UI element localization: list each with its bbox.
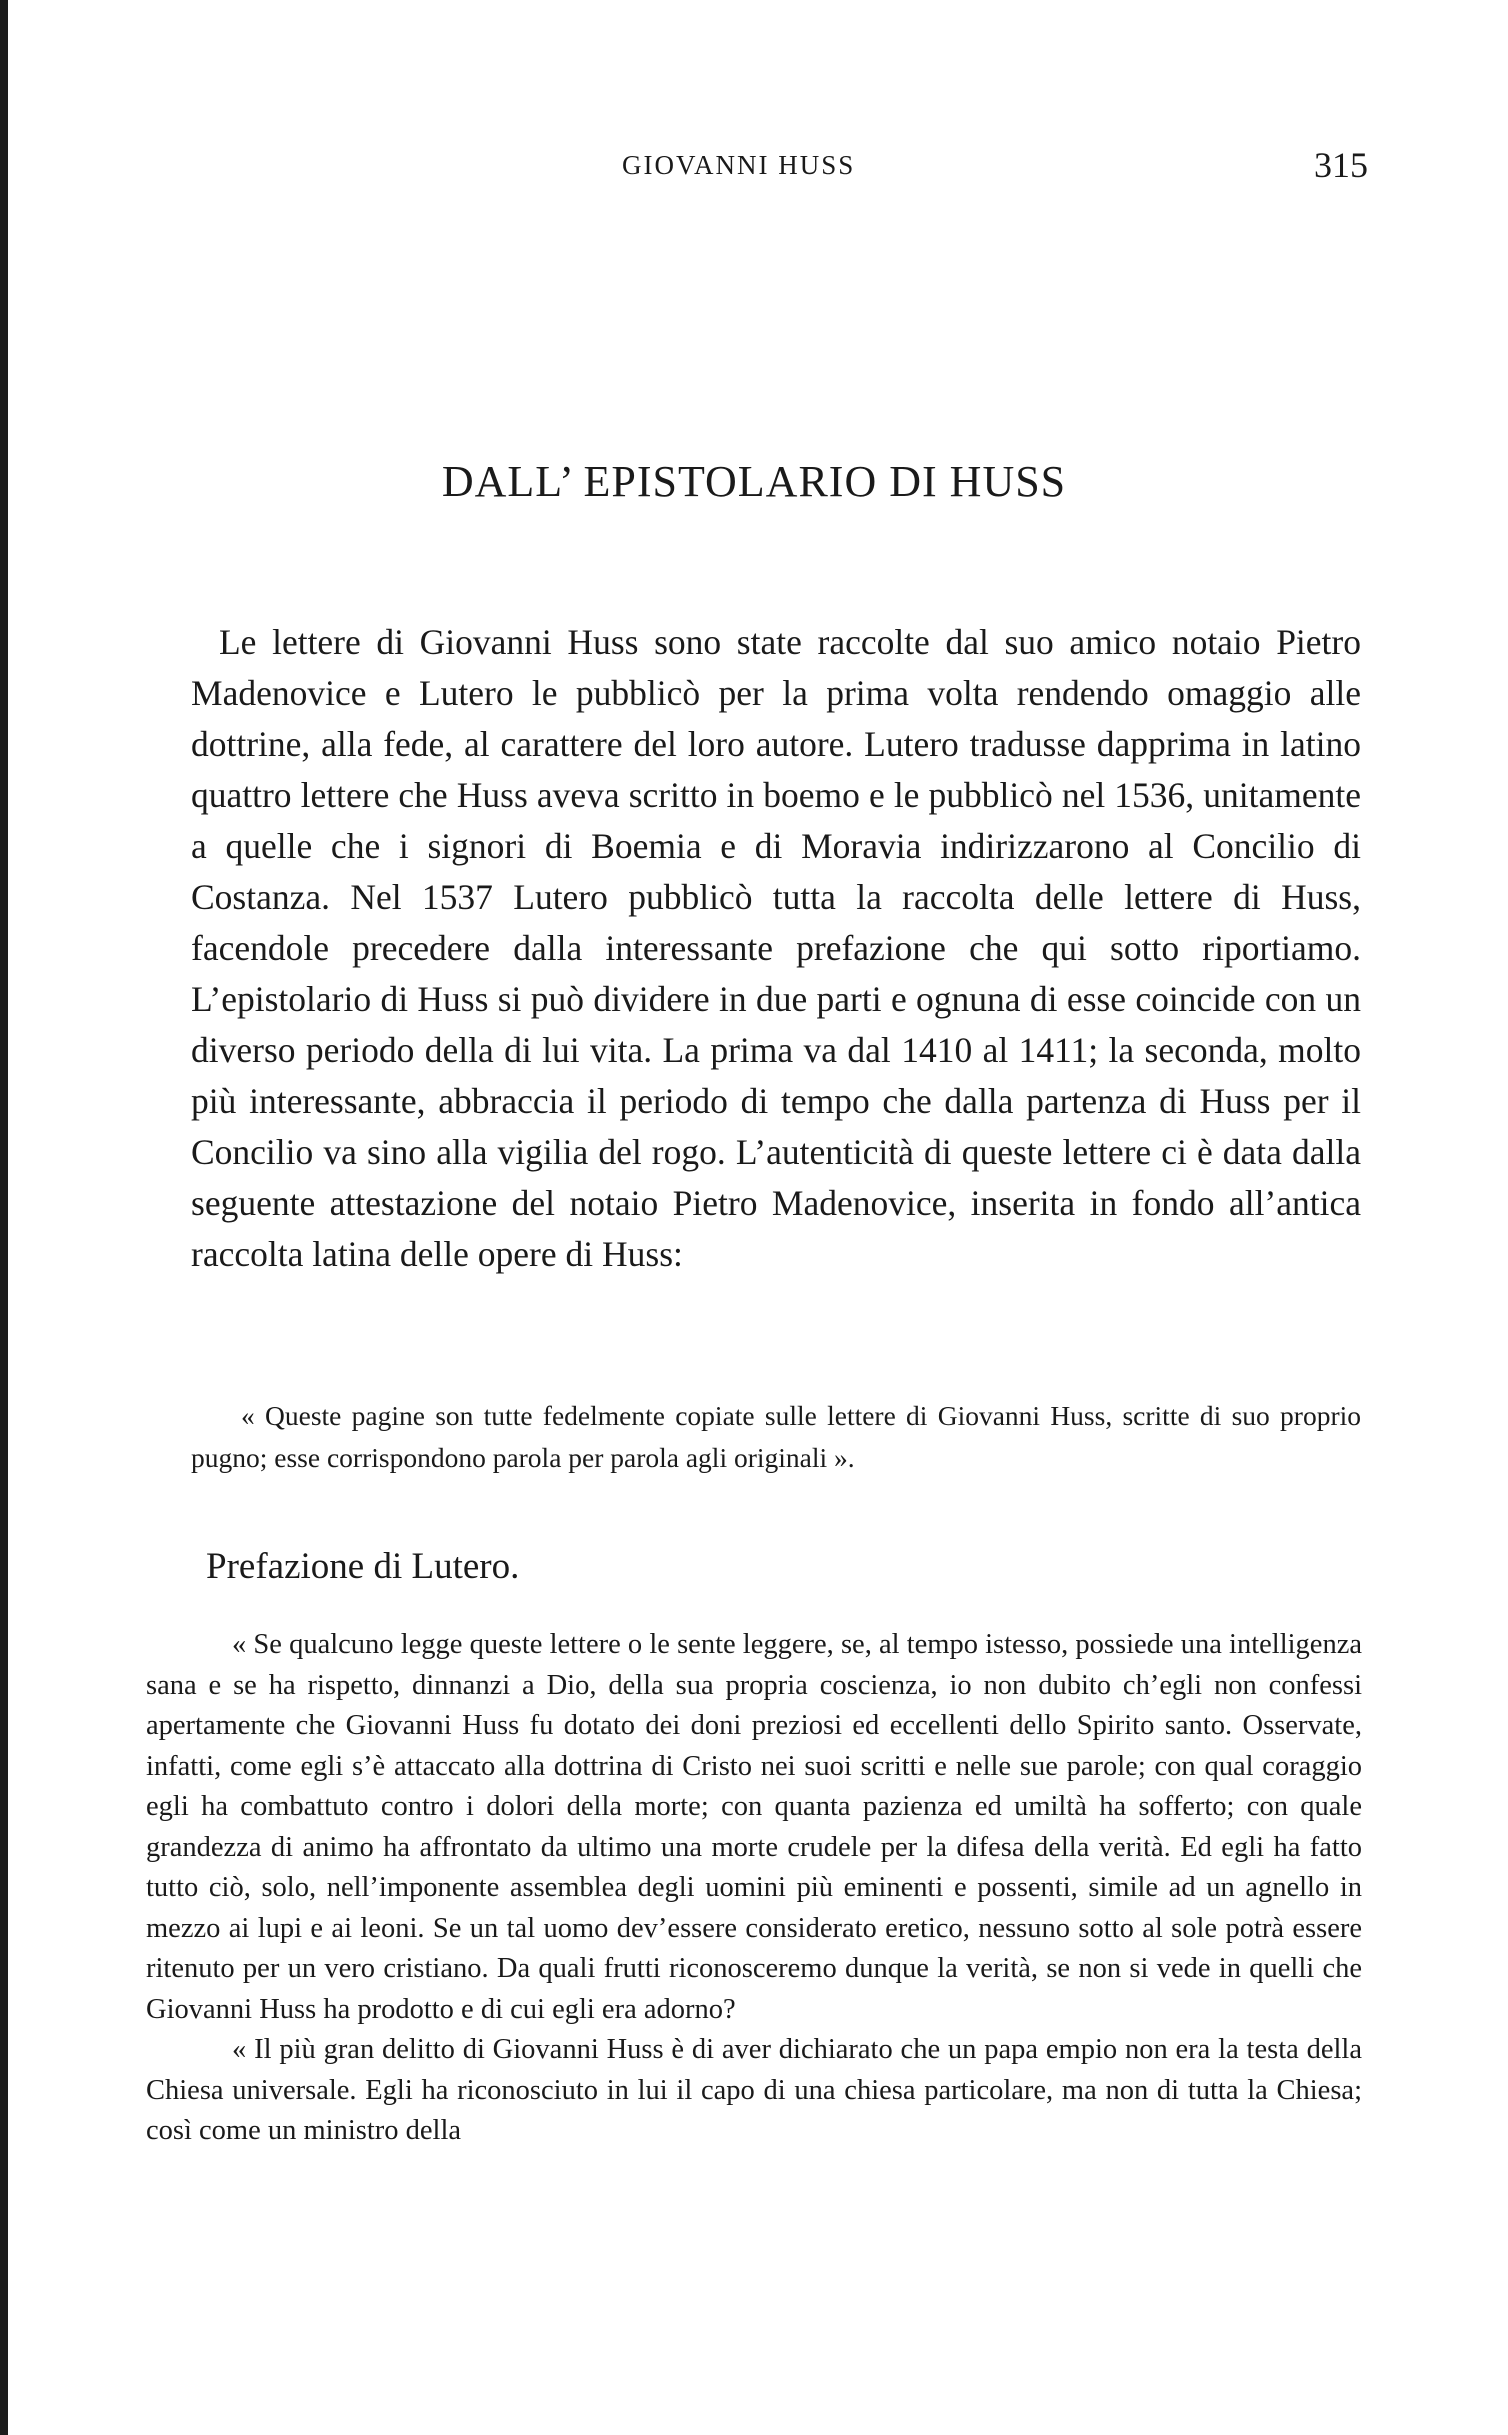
- intro-paragraph: Le lettere di Giovanni Huss sono state raccolte dal suo amico notaio Pietro Madenovice e Lutero le pubblicò per la prima volta rendendo omaggio alle dottrine, alla fede, al carattere del loro autore. Lutero tradusse dapprima in latino quattro lettere che Huss aveva scritto in boemo e le pubblicò nel 1536, unitamente a quelle che i signori di Boemia e di Moravia indirizzarono al Concilio di Costanza. Nel 1537 Lutero pubblicò tutta la raccolta delle lettere di Huss, facendole precedere dalla interessante prefazione che qui sotto riportiamo. L’epistolario di Huss si può dividere in due parti e ognuna di esse coincide con un diverso periodo della di lui vita. La prima va dal 1410 al 1411; la seconda, molto più interessante, abbraccia il periodo di tempo che dalla partenza di Huss per il Concilio va sino alla vigilia del rogo. L’autenticità di queste lettere ci è data dalla seguente attestazione del notaio Pietro Madenovice, inserita in fondo all’antica raccolta latina delle opere di Huss:: [191, 622, 1361, 1274]
- page-header: [170, 145, 1368, 200]
- running-title: GIOVANNI HUSS: [622, 150, 856, 180]
- page-number: 315: [1314, 145, 1368, 185]
- chapter-title: DALL’ EPISTOLARIO DI HUSS: [441, 457, 1067, 506]
- preface-paragraph: « Il più gran delitto di Giovanni Huss è di aver dichiarato che un papa empio non era la testa della Chiesa universale. Egli ha riconosciuto in lui il capo di una chiesa particolare, ma non di tutta la Chiesa; così come un ministro della: [146, 2034, 1362, 2146]
- attestation-quote: « Queste pagine son tutte fedelmente copiate sulle lettere di Giovanni Huss, scritte di suo proprio pugno; esse corrispondono parola per parola agli originali ».: [191, 1400, 1361, 1473]
- preface-paragraph: « Se qualcuno legge queste lettere o le sente leggere, se, al tempo istesso, possiede una intelligenza sana e se ha rispetto, dinnanzi a Dio, della sua propria coscienza, io non dubito ch’egli non confessi apertamente che Giovanni Huss fu dotato dei doni preziosi ed eccellenti dello Spirito santo. Osservate, infatti, come egli s’è attaccato alla dottrina di Cristo nei suoi scritti e nelle sue parole; con qual coraggio egli ha combattuto contro i dolori della morte; con quanta pazienza ed umiltà ha sofferto; con quale grandezza di animo ha affrontato da ultimo una morte crudele per la difesa della verità. Ed egli ha fatto tutto ciò, solo, nell’imponente assemblea degli uomini più eminenti e possenti, simile ad un agnello in mezzo ai lupi e ai leoni. Se un tal uomo dev’essere considerato eretico, nessuno sotto al sole potrà essere ritenuto per un vero cristiano. Da quali frutti riconosceremo dunque la verità, se non si vede in quelli che Giovanni Huss ha prodotto e di cui egli era adorno?: [146, 1629, 1362, 2025]
- preface-body: [146, 1625, 1362, 2152]
- section-heading: Prefazione di Lutero.: [206, 1546, 520, 1587]
- page-edge-shadow: [0, 0, 8, 2435]
